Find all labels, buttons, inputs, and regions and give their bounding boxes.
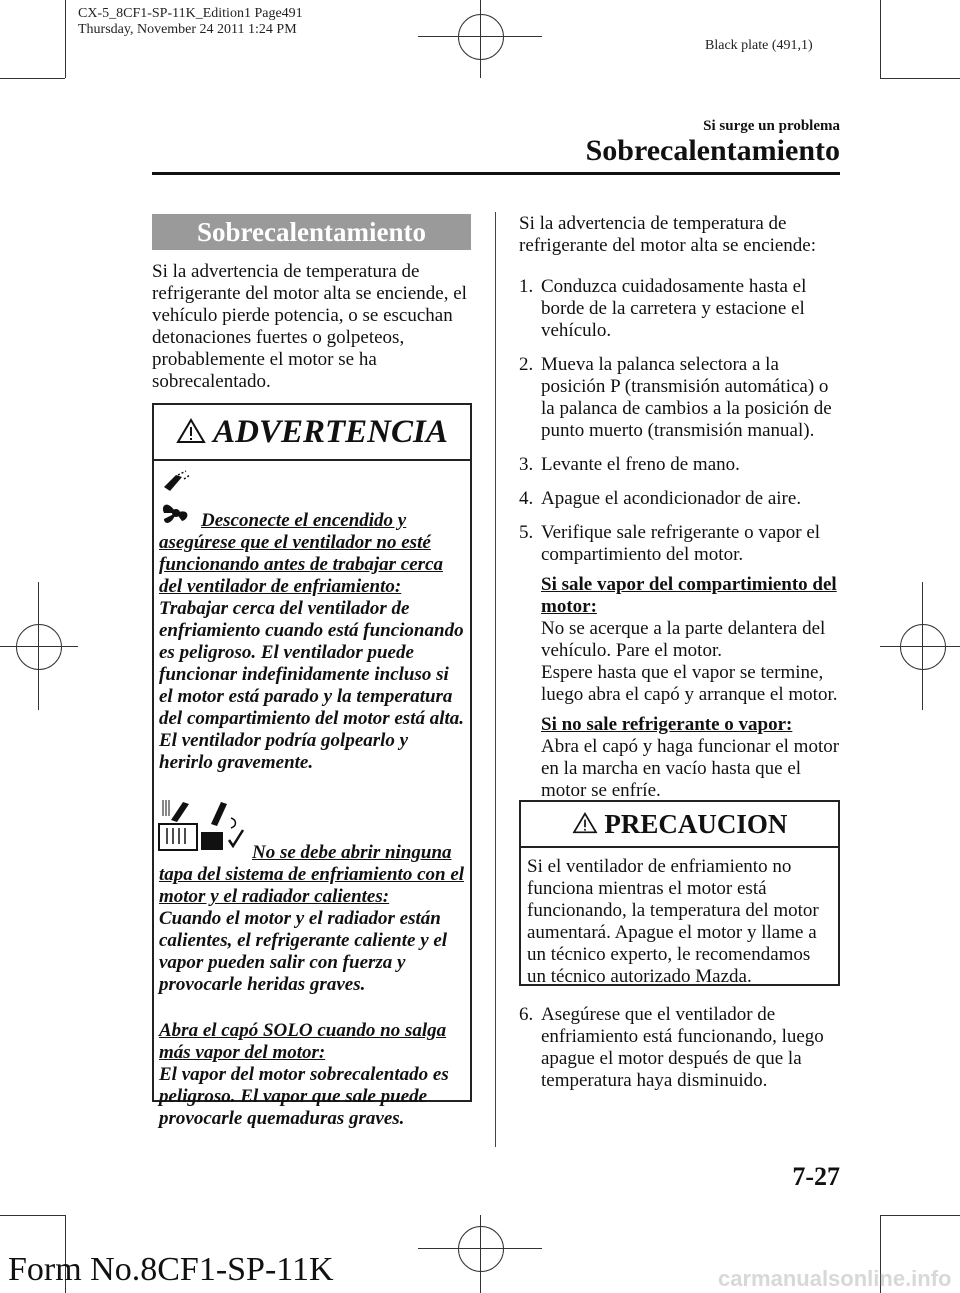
column-divider: [495, 212, 496, 1147]
page-number: 7-27: [792, 1162, 840, 1191]
case-steam: [541, 574, 840, 706]
steps-list: [519, 276, 840, 802]
warning-item1-body: Trabajar cerca del ventilador de enfriamiento cuando está funcionando es peligroso. El ventilador puede funcionar indefinidamente incluso si el motor está parado y la temperatura del compartimiento del motor está alta. El ventilador podría golpearlo y herirlo gravemente.: [159, 598, 465, 773]
warning-item1-head: Desconecte el encendido y asegúrese que el ventilador no esté funcionando antes de trabajar cerca del ventilador de enfriamiento:: [159, 510, 443, 597]
warning-item3-body: El vapor del motor sobrecalentado es peligroso. El vapor que sale puede provocarle quemaduras graves.: [159, 1064, 449, 1129]
plate-label: Black plate (491,1): [705, 38, 813, 53]
print-meta-line2: Thursday, November 24 2011 1:24 PM: [78, 22, 297, 37]
fan-hand-icon: [156, 469, 196, 529]
caution-header: [521, 802, 838, 848]
warning-item-radiator: [154, 774, 470, 996]
section-title: Sobrecalentamiento: [585, 134, 840, 167]
step-5: 5. Verifique sale refrigerante o vapor el compartimiento del motor.: [519, 522, 821, 565]
step-6: 6. Asegúrese que el ventilador de enfriamiento está funcionando, luego apague el motor después de que la temperatura haya disminuido.: [519, 1004, 824, 1091]
print-meta: [78, 6, 303, 38]
caution-box: [519, 800, 840, 986]
form-number: Form No.8CF1-SP-11K: [8, 1251, 334, 1288]
step-1: 1. Conduzca cuidadosamente hasta el borde de la carretera y estacione el vehículo.: [519, 276, 807, 341]
header-rule: [152, 172, 840, 175]
warning-item3-head: Abra el capó SOLO cuando no salga más vapor del motor:: [159, 1020, 447, 1063]
case-no-steam-head: Si no sale refrigerante o vapor:: [541, 714, 793, 735]
warning-header: [154, 405, 470, 461]
case-no-steam-body: Abra el capó y haga funcionar el motor en la marcha en vacío hasta que el motor se enfríe.: [541, 736, 840, 801]
warning-item2-body: Cuando el motor y el radiador están calientes, el refrigerante caliente y el vapor pueden salir con fuerza y provocarle heridas graves.: [159, 908, 448, 995]
intro-paragraph: Si la advertencia de temperatura de refrigerante del motor alta se enciende, el vehículo pierde potencia, o se escuchan detonaciones fuertes o golpeteos, probablemente el motor se ha sobrecalentado.: [152, 261, 467, 392]
warning-item-fan: [154, 461, 470, 774]
case-steam-head: Si sale vapor del compartimiento del motor:: [541, 574, 837, 617]
warning-box: [152, 403, 472, 1129]
step-2: 2. Mueva la palanca selectora a la posición P (transmisión automática) o la palanca de cambios a la posición de punto muerto (transmisión manual).: [519, 354, 832, 441]
watermark: carmanualsonline.info: [718, 1266, 952, 1291]
case-steam-body1: No se acerque a la parte delantera del vehículo. Pare el motor.: [541, 618, 826, 661]
radiator-cap-icon: [157, 794, 247, 852]
case-no-steam: [541, 714, 840, 802]
topic-title-banner: Sobrecalentamiento: [152, 214, 471, 250]
caution-triangle-icon: [572, 812, 598, 834]
warning-item1: [159, 473, 465, 774]
warning-heading: ADVERTENCIA: [213, 414, 448, 450]
warning-item2-head: No se debe abrir ninguna tapa del sistema de enfriamiento con el motor y el radiador calientes:: [159, 842, 465, 907]
warning-triangle-icon: [176, 418, 206, 444]
step-3: 3. Levante el freno de mano.: [519, 454, 740, 475]
caution-heading: PRECAUCION: [604, 809, 788, 839]
chapter-title: Si surge un problema: [703, 118, 840, 134]
step-4: 4. Apague el acondicionador de aire.: [519, 488, 802, 509]
warning-item3: [154, 996, 470, 1130]
caution-body: Si el ventilador de enfriamiento no funciona mientras el motor está funcionando, la temperatura del motor aumentará. Apague el motor y llame a un técnico experto, le recomendamos un técnico autorizado Mazda.: [527, 856, 819, 987]
step-6-block: [519, 1004, 840, 1104]
case-steam-body2: Espere hasta que el vapor se termine, luego abra el capó y arranque el motor.: [541, 662, 838, 705]
print-meta-line1: CX-5_8CF1-SP-11K_Edition1 Page491: [78, 6, 303, 21]
right-intro: Si la advertencia de temperatura de refrigerante del motor alta se enciende:: [519, 213, 816, 256]
